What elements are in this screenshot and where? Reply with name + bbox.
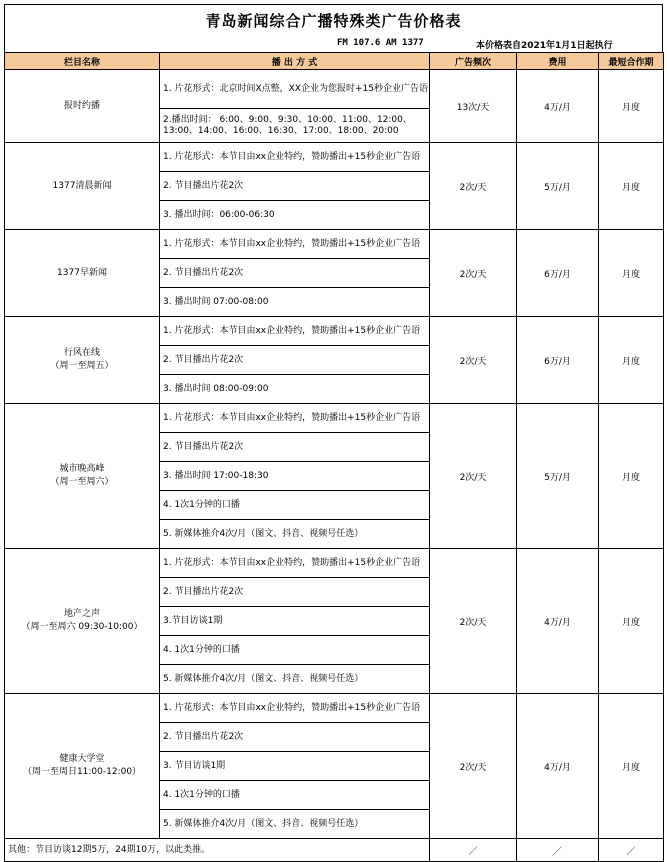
- table-row: [5, 317, 664, 346]
- broadcast-item: 1. 片花形式：本节目由xx企业特约，赞助播出+15秒企业广告语: [160, 143, 430, 172]
- min-period: 月度: [599, 317, 664, 404]
- broadcast-item: 2. 节目播出片花2次: [160, 433, 430, 462]
- ad-frequency: 2次/天: [430, 694, 517, 839]
- price: 4万/月: [517, 549, 599, 694]
- program-name-cell: [5, 549, 160, 694]
- column-header: 费用: [517, 53, 599, 70]
- program-name-cell: [5, 404, 160, 549]
- program-name: 地产之声: [63, 609, 100, 619]
- broadcast-item: 2. 节目播出片花2次: [160, 346, 430, 375]
- other-period: ／: [599, 839, 664, 862]
- program-schedule: （周一至周六 09:30-10:00）: [21, 622, 143, 632]
- broadcast-item: 3. 播出时间 17:00-18:30: [160, 462, 430, 491]
- price-table: [4, 52, 664, 862]
- broadcast-item: 2. 节目播出片花2次: [160, 172, 430, 201]
- broadcast-item: 1. 片花形式：本节目由xx企业特约，赞助播出+15秒企业广告语: [160, 230, 430, 259]
- broadcast-item: 2. 节目播出片花2次: [160, 259, 430, 288]
- broadcast-item: 1. 片花形式：本节目由xx企业特约，赞助播出+15秒企业广告语: [160, 694, 430, 723]
- frequency-label: FM 107.6 AM 1377: [337, 38, 424, 48]
- broadcast-item: 3. 播出时间：06:00-06:30: [160, 201, 430, 230]
- program-name-cell: [5, 70, 160, 143]
- program-name: 城市晚高峰: [59, 464, 105, 474]
- broadcast-item: 5. 新媒体推介4次/月（图文、抖音、视频号任选）: [160, 520, 430, 549]
- price: 5万/月: [517, 404, 599, 549]
- min-period: 月度: [599, 143, 664, 230]
- table-row: [5, 404, 664, 433]
- program-schedule: （周一至周六）: [50, 477, 114, 487]
- broadcast-item: 3. 节目访谈1期: [160, 752, 430, 781]
- column-header: 最短合作期: [599, 53, 664, 70]
- broadcast-item: 1. 片花形式：本节目由xx企业特约，赞助播出+15秒企业广告语: [160, 549, 430, 578]
- price: 5万/月: [517, 143, 599, 230]
- program-name: 健康大学堂: [59, 754, 105, 764]
- table-header-row: [5, 53, 664, 70]
- min-period: 月度: [599, 70, 664, 143]
- min-period: 月度: [599, 694, 664, 839]
- program-name: 1377早新闻: [57, 267, 107, 278]
- ad-frequency: 13次/天: [430, 70, 517, 143]
- ad-frequency: 2次/天: [430, 404, 517, 549]
- price-sheet: [4, 4, 663, 862]
- other-price: ／: [517, 839, 599, 862]
- sheet-subline: [4, 36, 663, 52]
- min-period: 月度: [599, 230, 664, 317]
- broadcast-item: 5. 新媒体推介4次/月（图文、抖音、视频号任选）: [160, 810, 430, 839]
- broadcast-item: 3. 播出时间 08:00-09:00: [160, 375, 430, 404]
- program-name-cell: [5, 694, 160, 839]
- column-header: 播 出 方 式: [160, 53, 430, 70]
- ad-frequency: 2次/天: [430, 317, 517, 404]
- table-row: [5, 143, 664, 172]
- broadcast-item: 4. 1次1分钟的口播: [160, 781, 430, 810]
- price: 4万/月: [517, 694, 599, 839]
- ad-frequency: 2次/天: [430, 143, 517, 230]
- program-schedule: （周一至周日11:00-12:00）: [22, 767, 142, 777]
- table-row: [5, 70, 664, 109]
- broadcast-item: 1. 片花形式：本节目由xx企业特约，赞助播出+15秒企业广告语: [160, 317, 430, 346]
- broadcast-item: 2. 节目播出片花2次: [160, 723, 430, 752]
- broadcast-item: 4. 1次1分钟的口播: [160, 491, 430, 520]
- other-note: 其他：节目访谈12期5万，24期10万，以此类推。: [5, 839, 430, 862]
- broadcast-item: 2.播出时间： 6:00、9:00、9:30、10:00、11:00、12:00、13:00、14:00、16:00、16:30、17:00、18:00、20:00: [160, 109, 430, 143]
- broadcast-item: 3. 播出时间 07:00-08:00: [160, 288, 430, 317]
- price: 6万/月: [517, 230, 599, 317]
- min-period: 月度: [599, 549, 664, 694]
- column-header: 广告频次: [430, 53, 517, 70]
- other-row: [5, 839, 664, 862]
- min-period: 月度: [599, 404, 664, 549]
- effective-date-note: 本价格表自2021年1月1日起执行: [476, 41, 613, 51]
- program-name: 1377清晨新闻: [52, 180, 112, 191]
- broadcast-item: 4. 1次1分钟的口播: [160, 636, 430, 665]
- price: 4万/月: [517, 70, 599, 143]
- broadcast-item: 5. 新媒体推介4次/月（图文、抖音、视频号任选）: [160, 665, 430, 694]
- program-name-cell: [5, 230, 160, 317]
- program-name: 行风在线: [63, 348, 100, 358]
- ad-frequency: 2次/天: [430, 549, 517, 694]
- broadcast-item: 3.节目访谈1期: [160, 607, 430, 636]
- program-name-cell: [5, 317, 160, 404]
- table-row: [5, 694, 664, 723]
- table-body: [5, 70, 664, 862]
- table-row: [5, 549, 664, 578]
- price: 6万/月: [517, 317, 599, 404]
- table-row: [5, 230, 664, 259]
- ad-frequency: 2次/天: [430, 230, 517, 317]
- program-name-cell: [5, 143, 160, 230]
- program-name: 报时约播: [63, 100, 100, 111]
- column-header: 栏目名称: [5, 53, 160, 70]
- program-schedule: （周一至周五）: [50, 361, 114, 371]
- sheet-title: 青岛新闻综合广播特殊类广告价格表: [4, 4, 663, 36]
- broadcast-item: 1. 片花形式：北京时间X点整，XX企业为您报时+15秒企业广告语: [160, 70, 430, 109]
- broadcast-item: 2. 节目播出片花2次: [160, 578, 430, 607]
- broadcast-item: 1. 片花形式：本节目由xx企业特约，赞助播出+15秒企业广告语: [160, 404, 430, 433]
- other-frequency: ／: [430, 839, 517, 862]
